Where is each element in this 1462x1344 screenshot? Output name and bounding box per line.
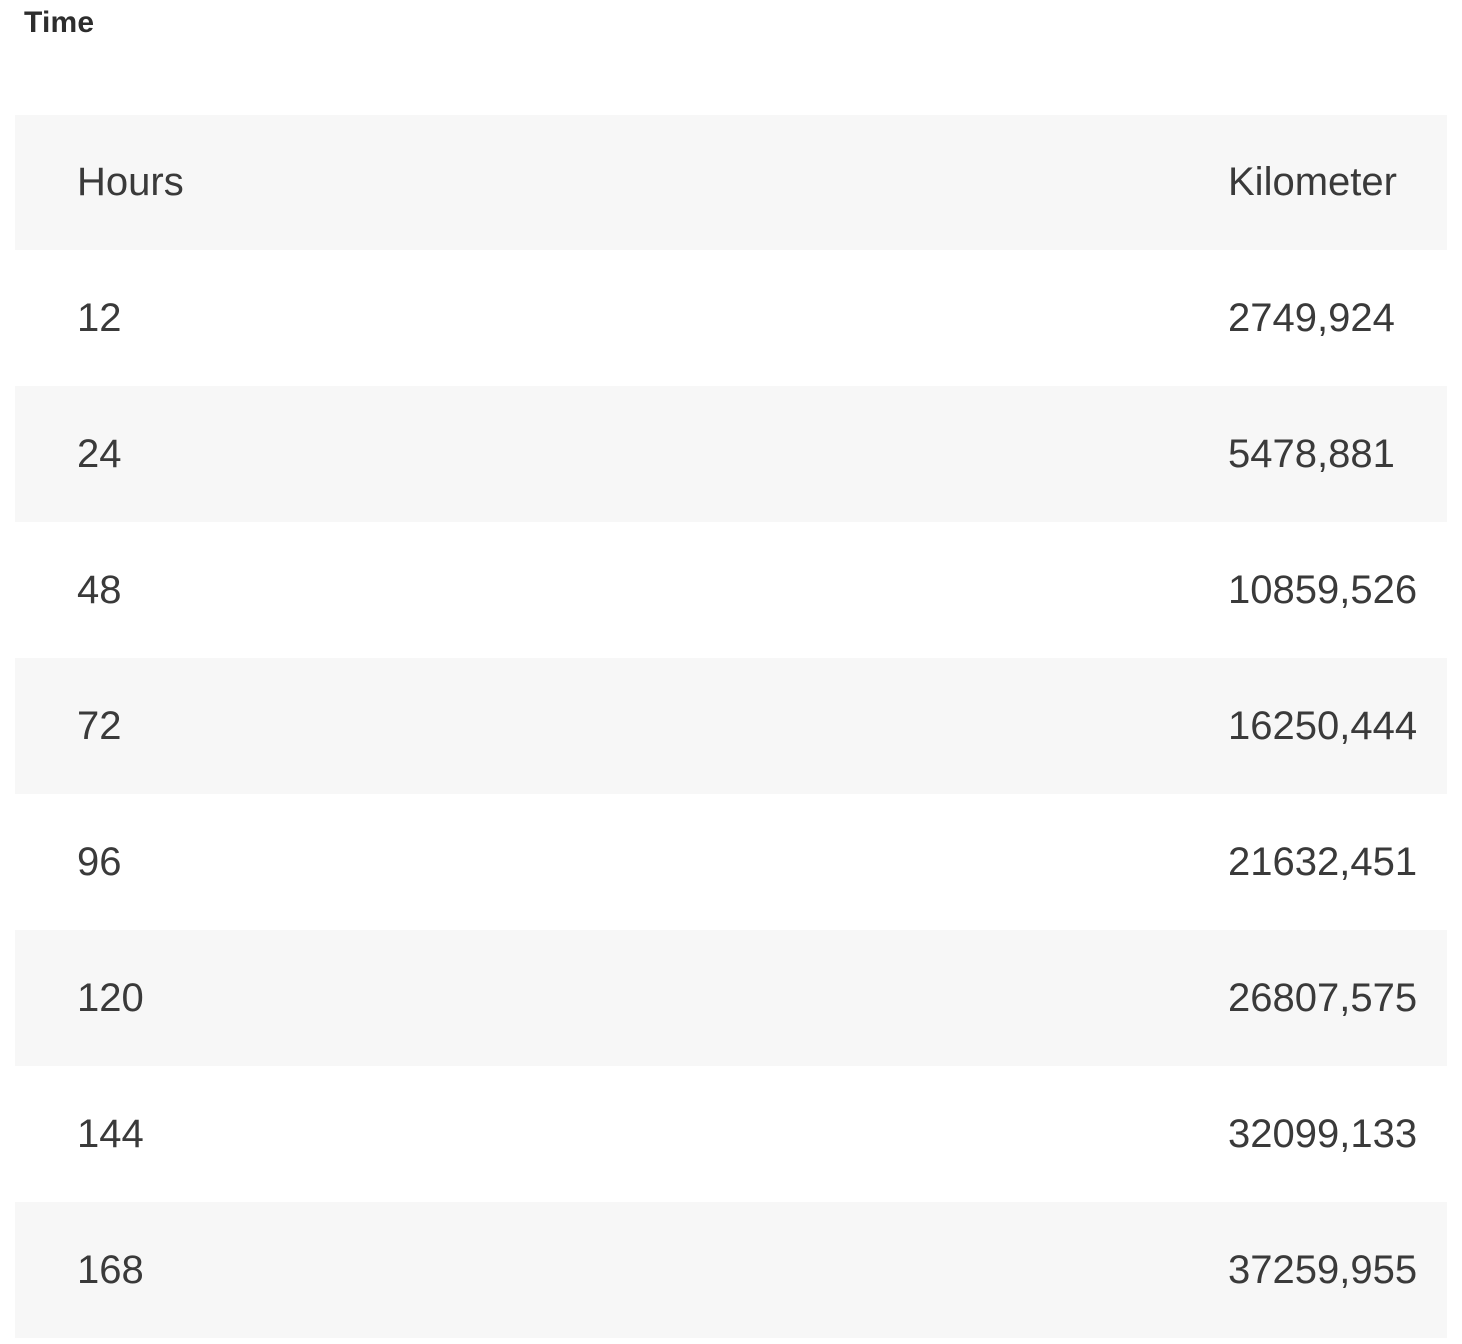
hours-cell: 96 (77, 839, 122, 884)
table-header-row (15, 115, 1447, 250)
hours-cell: 24 (77, 431, 122, 476)
hours-cell: 120 (77, 975, 144, 1020)
kilometer-cell: 2749,924 (1228, 295, 1395, 340)
kilometer-cell: 32099,133 (1228, 1111, 1418, 1156)
kilometer-cell: 37259,955 (1228, 1247, 1418, 1292)
hours-cell: 168 (77, 1247, 144, 1292)
table-row (15, 522, 1447, 658)
table-row (15, 930, 1447, 1066)
table-row (15, 1066, 1447, 1202)
column-header-hours: Hours (77, 160, 184, 204)
table-row (15, 386, 1447, 522)
kilometer-cell: 21632,451 (1228, 839, 1418, 884)
kilometer-cell: 10859,526 (1228, 567, 1418, 612)
hours-cell: 12 (77, 295, 122, 340)
table-body (15, 250, 1447, 1338)
table-row (15, 794, 1447, 930)
hours-cell: 144 (77, 1111, 144, 1156)
page-title: Time (24, 6, 95, 39)
time-table (15, 115, 1447, 1338)
kilometer-cell: 26807,575 (1228, 975, 1418, 1020)
table-row (15, 250, 1447, 386)
hours-cell: 72 (77, 703, 122, 748)
kilometer-cell: 16250,444 (1228, 703, 1418, 748)
kilometer-cell: 5478,881 (1228, 431, 1395, 476)
hours-cell: 48 (77, 567, 122, 612)
column-header-kilometer: Kilometer (1228, 160, 1397, 204)
table-row (15, 1202, 1447, 1338)
table-row (15, 658, 1447, 794)
